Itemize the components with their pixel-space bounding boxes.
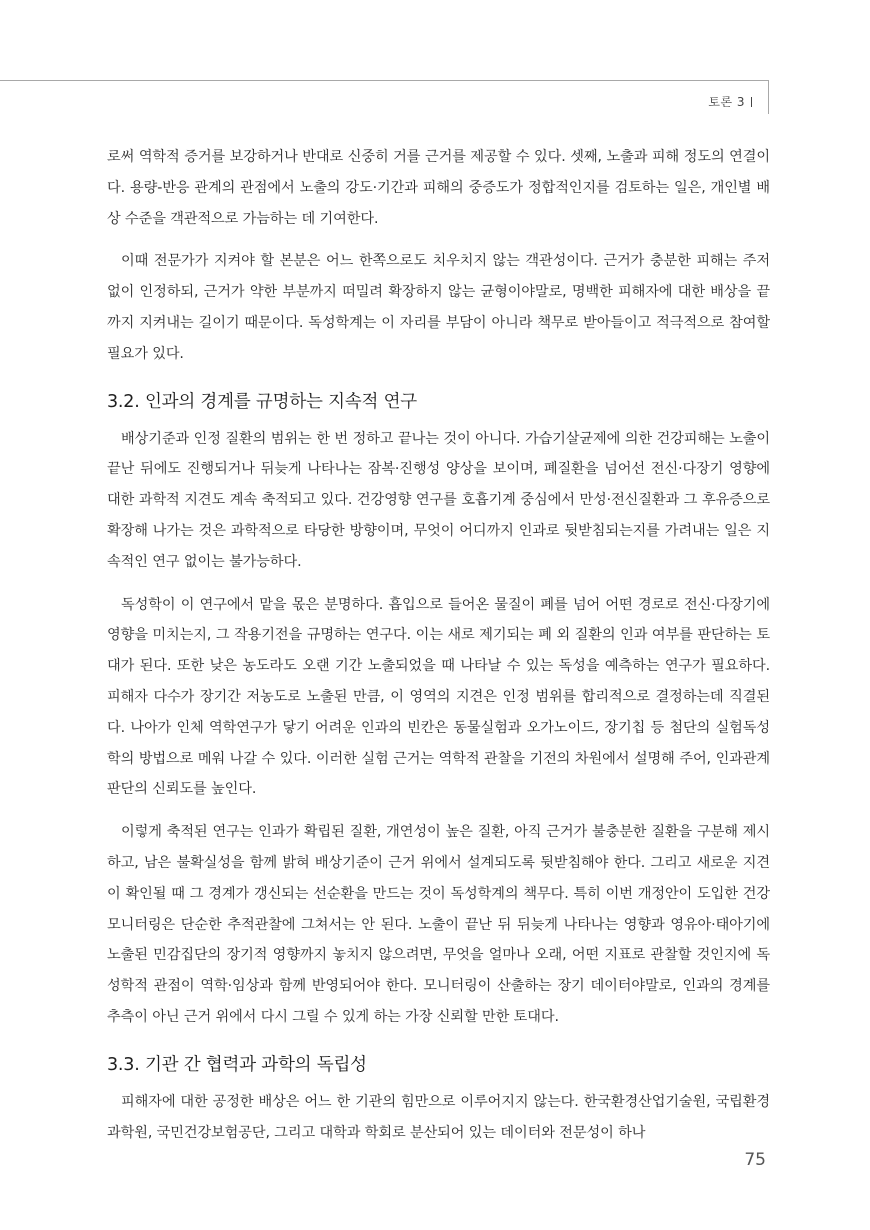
running-header-label: 토론 3 [708, 93, 752, 110]
paragraph: 로써 역학적 증거를 보강하거나 반대로 신중히 거를 근거를 제공할 수 있다. 셋째, 노출과 피해 정도의 연결이다. 용량-반응 관계의 관점에서 노출의 강도·기간과 피해의 중증도가 정합적인지를 검토하는 일은, 개인별 배상 수준을 객관적으로 가늠하는 데 기여한다. [107, 149, 770, 227]
section-heading-3-3: 3.3. 기관 간 협력과 과학의 독립성 [107, 1054, 367, 1075]
paragraph: 독성학이 이 연구에서 맡을 몫은 분명하다. 흡입으로 들어온 물질이 폐를 넘어 어떤 경로로 전신·다장기에 영향을 미치는지, 그 작용기전을 규명하는 연구다. 이는 새로 제기되는 폐 외 질환의 인과 여부를 판단하는 토대가 된다. 또한 낮은 농도라도 오랜 기간 노출되었을 때 나타날 수 있는 독성을 예측하는 연구가 필요하다. 피해자 다수가 장기간 저농도로 노출된 만큼, 이 영역의 지견은 인정 범위를 합리적으로 결정하는데 직결된다. 나아가 인체 역학연구가 닿기 어려운 인과의 빈칸은 동물실험과 오가노이드, 장기칩 등 첨단의 실험독성학의 방법으로 메워 나갈 수 있다. 이러한 실험 근거는 역학적 관찰을 기전의 차원에서 설명해 주어, 인과관계 판단의 신뢰도를 높인다. [107, 596, 770, 798]
paragraph: 이때 전문가가 지켜야 할 본분은 어느 한쪽으로도 치우치지 않는 객관성이다. 근거가 충분한 피해는 주저 없이 인정하되, 근거가 약한 부분까지 떠밀려 확장하지 않는 균형이야말로, 명백한 피해자에 대한 배상을 끝까지 지켜내는 길이기 때문이다. 독성학계는 이 자리를 부담이 아니라 책무로 받아들이고 적극적으로 참여할 필요가 있다. [107, 253, 770, 362]
section-heading-3-2: 3.2. 인과의 경계를 규명하는 지속적 연구 [107, 391, 417, 412]
paragraph: 피해자에 대한 공정한 배상은 어느 한 기관의 힘만으로 이루어지지 않는다. 한국환경산업기술원, 국립환경과학원, 국민건강보험공단, 그리고 대학과 학회로 분산되어 있는 데이터와 전문성이 하나 [107, 1093, 770, 1141]
page-number: 75 [744, 1150, 766, 1170]
paragraph: 이렇게 축적된 연구는 인과가 확립된 질환, 개연성이 높은 질환, 아직 근거가 불충분한 질환을 구분해 제시하고, 남은 불확실성을 함께 밝혀 배상기준이 근거 위에서 설계되도록 뒷받침해야 한다. 그리고 새로운 지견이 확인될 때 그 경계가 갱신되는 선순환을 만드는 것이 독성학계의 책무다. 특히 이번 개정안이 도입한 건강모니터링은 단순한 추적관찰에 그쳐서는 안 된다. 노출이 끝난 뒤 뒤늦게 나타나는 영향과 영유아·태아기에 노출된 민감집단의 장기적 영향까지 놓치지 않으려면, 무엇을 얼마나 오래, 어떤 지표로 관찰할 것인지에 독성학적 관점이 역학·임상과 함께 반영되어야 한다. 모니터링이 산출하는 장기 데이터야말로, 인과의 경계를 추측이 아닌 근거 위에서 다시 그릴 수 있게 하는 가장 신뢰할 만한 토대다. [107, 824, 770, 1025]
paragraph: 배상기준과 인정 질환의 범위는 한 번 정하고 끝나는 것이 아니다. 가습기살균제에 의한 건강피해는 노출이 끝난 뒤에도 진행되거나 뒤늦게 나타나는 잠복·진행성 양상을 보이며, 폐질환을 넘어선 전신·다장기 영향에 대한 과학적 지견도 계속 축적되고 있다. 건강영향 연구를 호흡기계 중심에서 만성·전신질환과 그 후유증으로 확장해 나가는 것은 과학적으로 타당한 방향이며, 무엇이 어디까지 인과로 뒷받침되는지를 가려내는 일은 지속적인 연구 없이는 불가능하다. [107, 430, 770, 570]
header-divider [751, 97, 752, 107]
page-content [107, 142, 770, 1160]
running-header [0, 80, 769, 114]
